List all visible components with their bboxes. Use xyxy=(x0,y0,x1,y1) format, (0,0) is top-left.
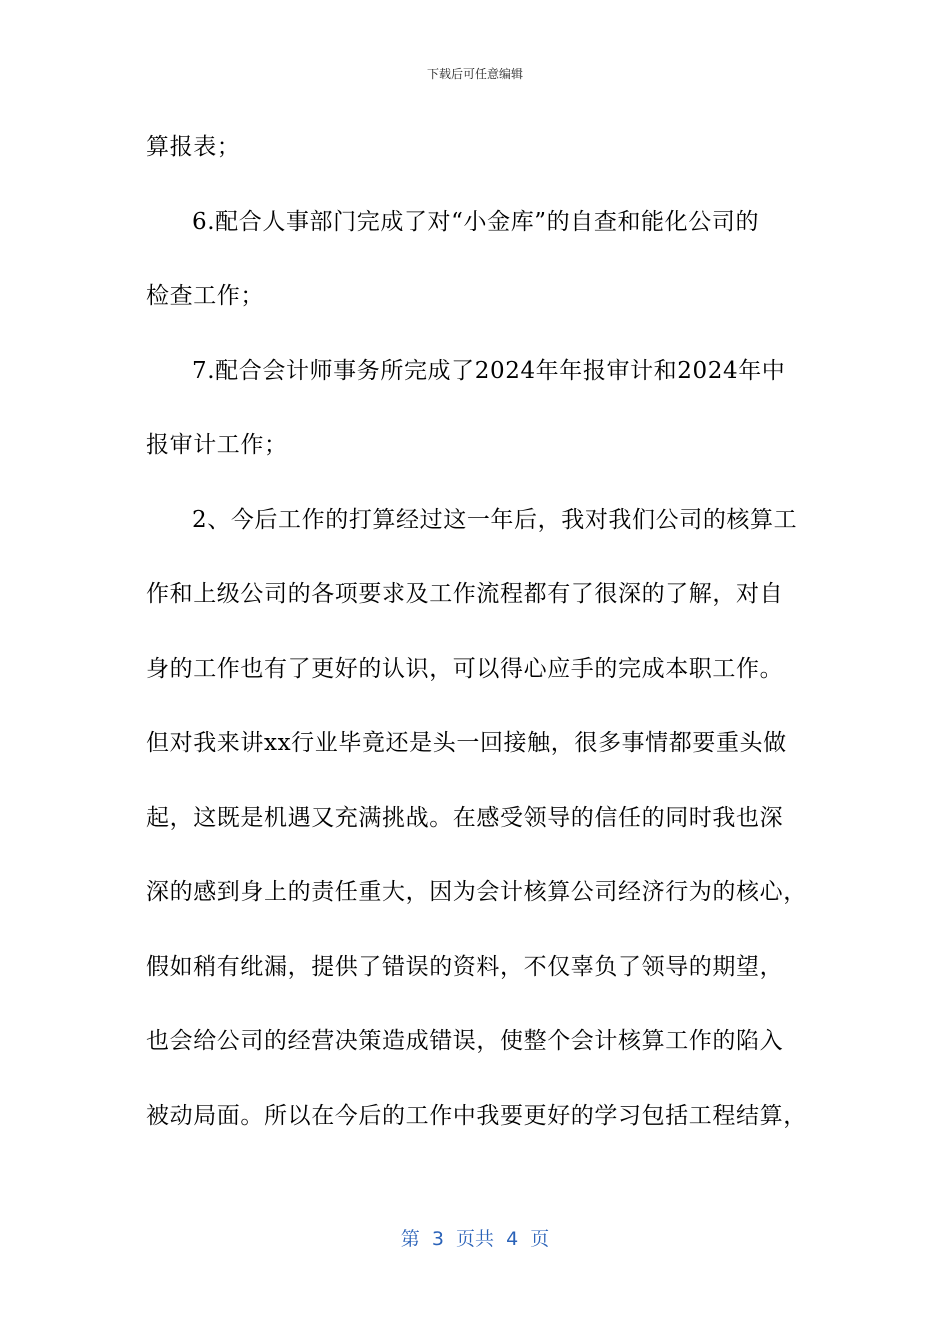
page-header: 下载后可任意编辑 xyxy=(426,67,523,81)
body-line: 假如稍有纰漏，提供了错误的资料，不仅辜负了领导的期望， xyxy=(146,953,784,980)
body-line: 也会给公司的经营决策造成错误，使整个会计核算工作的陷入 xyxy=(146,1028,784,1054)
body-line: 起，这既是机遇又充满挑战。在感受领导的信任的同时我也深 xyxy=(146,804,784,831)
body-line: 身的工作也有了更好的认识，可以得心应手的完成本职工作。 xyxy=(146,655,784,682)
body-line: 2、今后工作的打算经过这一年后，我对我们公司的核算工 xyxy=(192,506,798,533)
body-line: 作和上级公司的各项要求及工作流程都有了很深的了解，对自 xyxy=(146,581,784,607)
document-body xyxy=(146,110,806,1153)
body-line: 但对我来讲xx行业毕竟还是头一回接触，很多事情都要重头做 xyxy=(146,730,787,756)
body-line: 被动局面。所以在今后的工作中我要更好的学习包括工程结算， xyxy=(146,1102,807,1129)
body-line: 检查工作； xyxy=(146,283,264,309)
page-number-footer: 第 3 页共 4 页 xyxy=(400,1228,550,1250)
body-line: 深的感到身上的责任重大，因为会计核算公司经济行为的核心， xyxy=(146,879,807,905)
body-line: 报审计工作； xyxy=(146,432,288,458)
body-line: 算报表； xyxy=(146,134,241,160)
body-line: 6.配合人事部门完成了对“小金库”的自查和能化公司的 xyxy=(192,208,760,235)
body-line: 7.配合会计师事务所完成了2024年年报审计和2024年中 xyxy=(192,357,786,384)
